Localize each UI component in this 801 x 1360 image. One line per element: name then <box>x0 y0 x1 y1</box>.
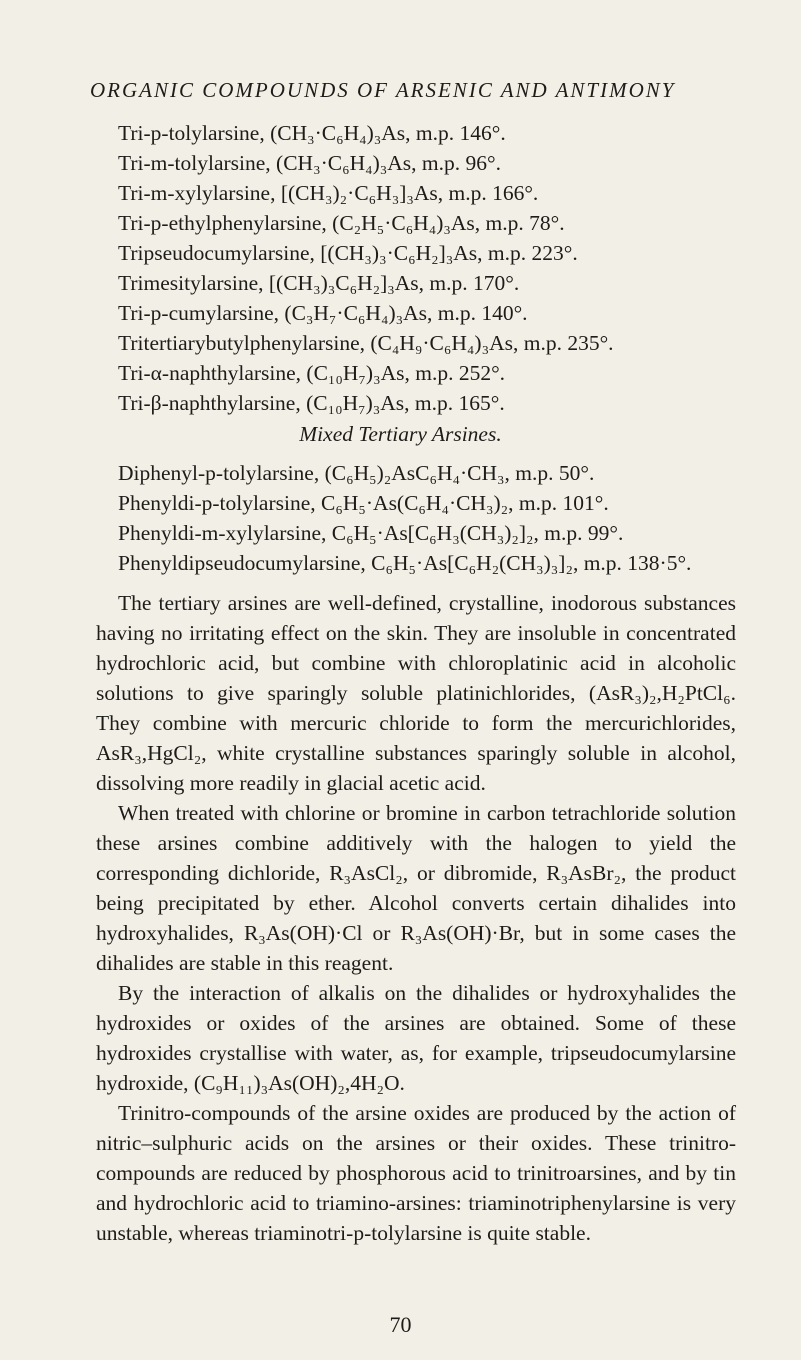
paragraph: Trinitro-compounds of the arsine oxides are produced by the action of nitric–sulphuric acids on the arsines or their oxides. These trinitro-compounds are reduced by phosphorous acid to trinitroarsines, and by tin and hydrochloric acid to triamino-arsines: triaminotriphenylarsine is very unstable, whereas triaminotri-p-tolylarsine is quite stable. <box>96 1101 736 1245</box>
section-heading: Mixed Tertiary Arsines. <box>299 422 502 446</box>
paragraph: When treated with chlorine or bromine in carbon tetrachloride solution these arsines combine additively with the halogen to yield the corresponding dichloride, R₃AsCl₂, or dibromide, R₃AsBr₂, the product being precipitated by ether. Alcohol converts certain dihalides into hydroxyhalides, R₃As(OH)·Cl or R₃As(OH)·Br, but in some cases the dihalides are stable in this reagent. <box>96 801 736 975</box>
body-text <box>96 588 736 1248</box>
list-item: Tritertiarybutylphenylarsine, (C₄H₉·C₆H₄)₃As, m.p. 235°. <box>118 331 614 355</box>
list-item: Tri-m-tolylarsine, (CH₃·C₆H₄)₃As, m.p. 96°. <box>118 151 501 175</box>
mixed-arsine-list <box>118 458 738 578</box>
paragraph: The tertiary arsines are well-defined, crystalline, inodorous substances having no irritating effect on the skin. They are insoluble in concentrated hydrochloric acid, but combine with chloroplatinic acid in alcoholic solutions to give sparingly soluble platinichlorides, (AsR₃)₂,H₂PtCl₆. They combine with mercuric chloride to form the mercurichlorides, AsR₃,HgCl₂, white crystalline substances sparingly soluble in alcohol, dissolving more readily in glacial acetic acid. <box>96 591 736 795</box>
tertiary-arsine-list <box>118 118 738 418</box>
list-item: Phenyldipseudocumylarsine, C₆H₅·As[C₆H₂(CH₃)₃]₂, m.p. 138·5°. <box>118 551 692 575</box>
list-item: Tri-α-naphthylarsine, (C₁₀H₇)₃As, m.p. 252°. <box>118 361 506 385</box>
list-item: Tripseudocumylarsine, [(CH₃)₃·C₆H₂]₃As, m.p. 223°. <box>118 241 578 265</box>
list-item: Tri-p-ethylphenylarsine, (C₂H₅·C₆H₄)₃As, m.p. 78°. <box>118 211 565 235</box>
page-number: 70 <box>389 1312 412 1337</box>
running-head: ORGANIC COMPOUNDS OF ARSENIC AND ANTIMONY <box>90 78 676 102</box>
list-item: Phenyldi-m-xylylarsine, C₆H₅·As[C₆H₃(CH₃)₂]₂, m.p. 99°. <box>118 521 624 545</box>
paragraph: By the interaction of alkalis on the dihalides or hydroxyhalides the hydroxides or oxides of the arsines are obtained. Some of these hydroxides crystallise with water, as, for example, tripseudocumylarsine hydroxide, (C₉H₁₁)₃As(OH)₂,4H₂O. <box>96 981 736 1095</box>
list-item: Tri-p-cumylarsine, (C₃H₇·C₆H₄)₃As, m.p. 140°. <box>118 301 528 325</box>
list-item: Diphenyl-p-tolylarsine, (C₆H₅)₂AsC₆H₄·CH₃, m.p. 50°. <box>118 461 595 485</box>
list-item: Phenyldi-p-tolylarsine, C₆H₅·As(C₆H₄·CH₃)₂, m.p. 101°. <box>118 491 609 515</box>
list-item: Trimesitylarsine, [(CH₃)₃C₆H₂]₃As, m.p. 170°. <box>118 271 520 295</box>
list-item: Tri-p-tolylarsine, (CH₃·C₆H₄)₃As, m.p. 146°. <box>118 121 506 145</box>
list-item: Tri-m-xylylarsine, [(CH₃)₂·C₆H₃]₃As, m.p. 166°. <box>118 181 539 205</box>
list-item: Tri-β-naphthylarsine, (C₁₀H₇)₃As, m.p. 165°. <box>118 391 505 415</box>
